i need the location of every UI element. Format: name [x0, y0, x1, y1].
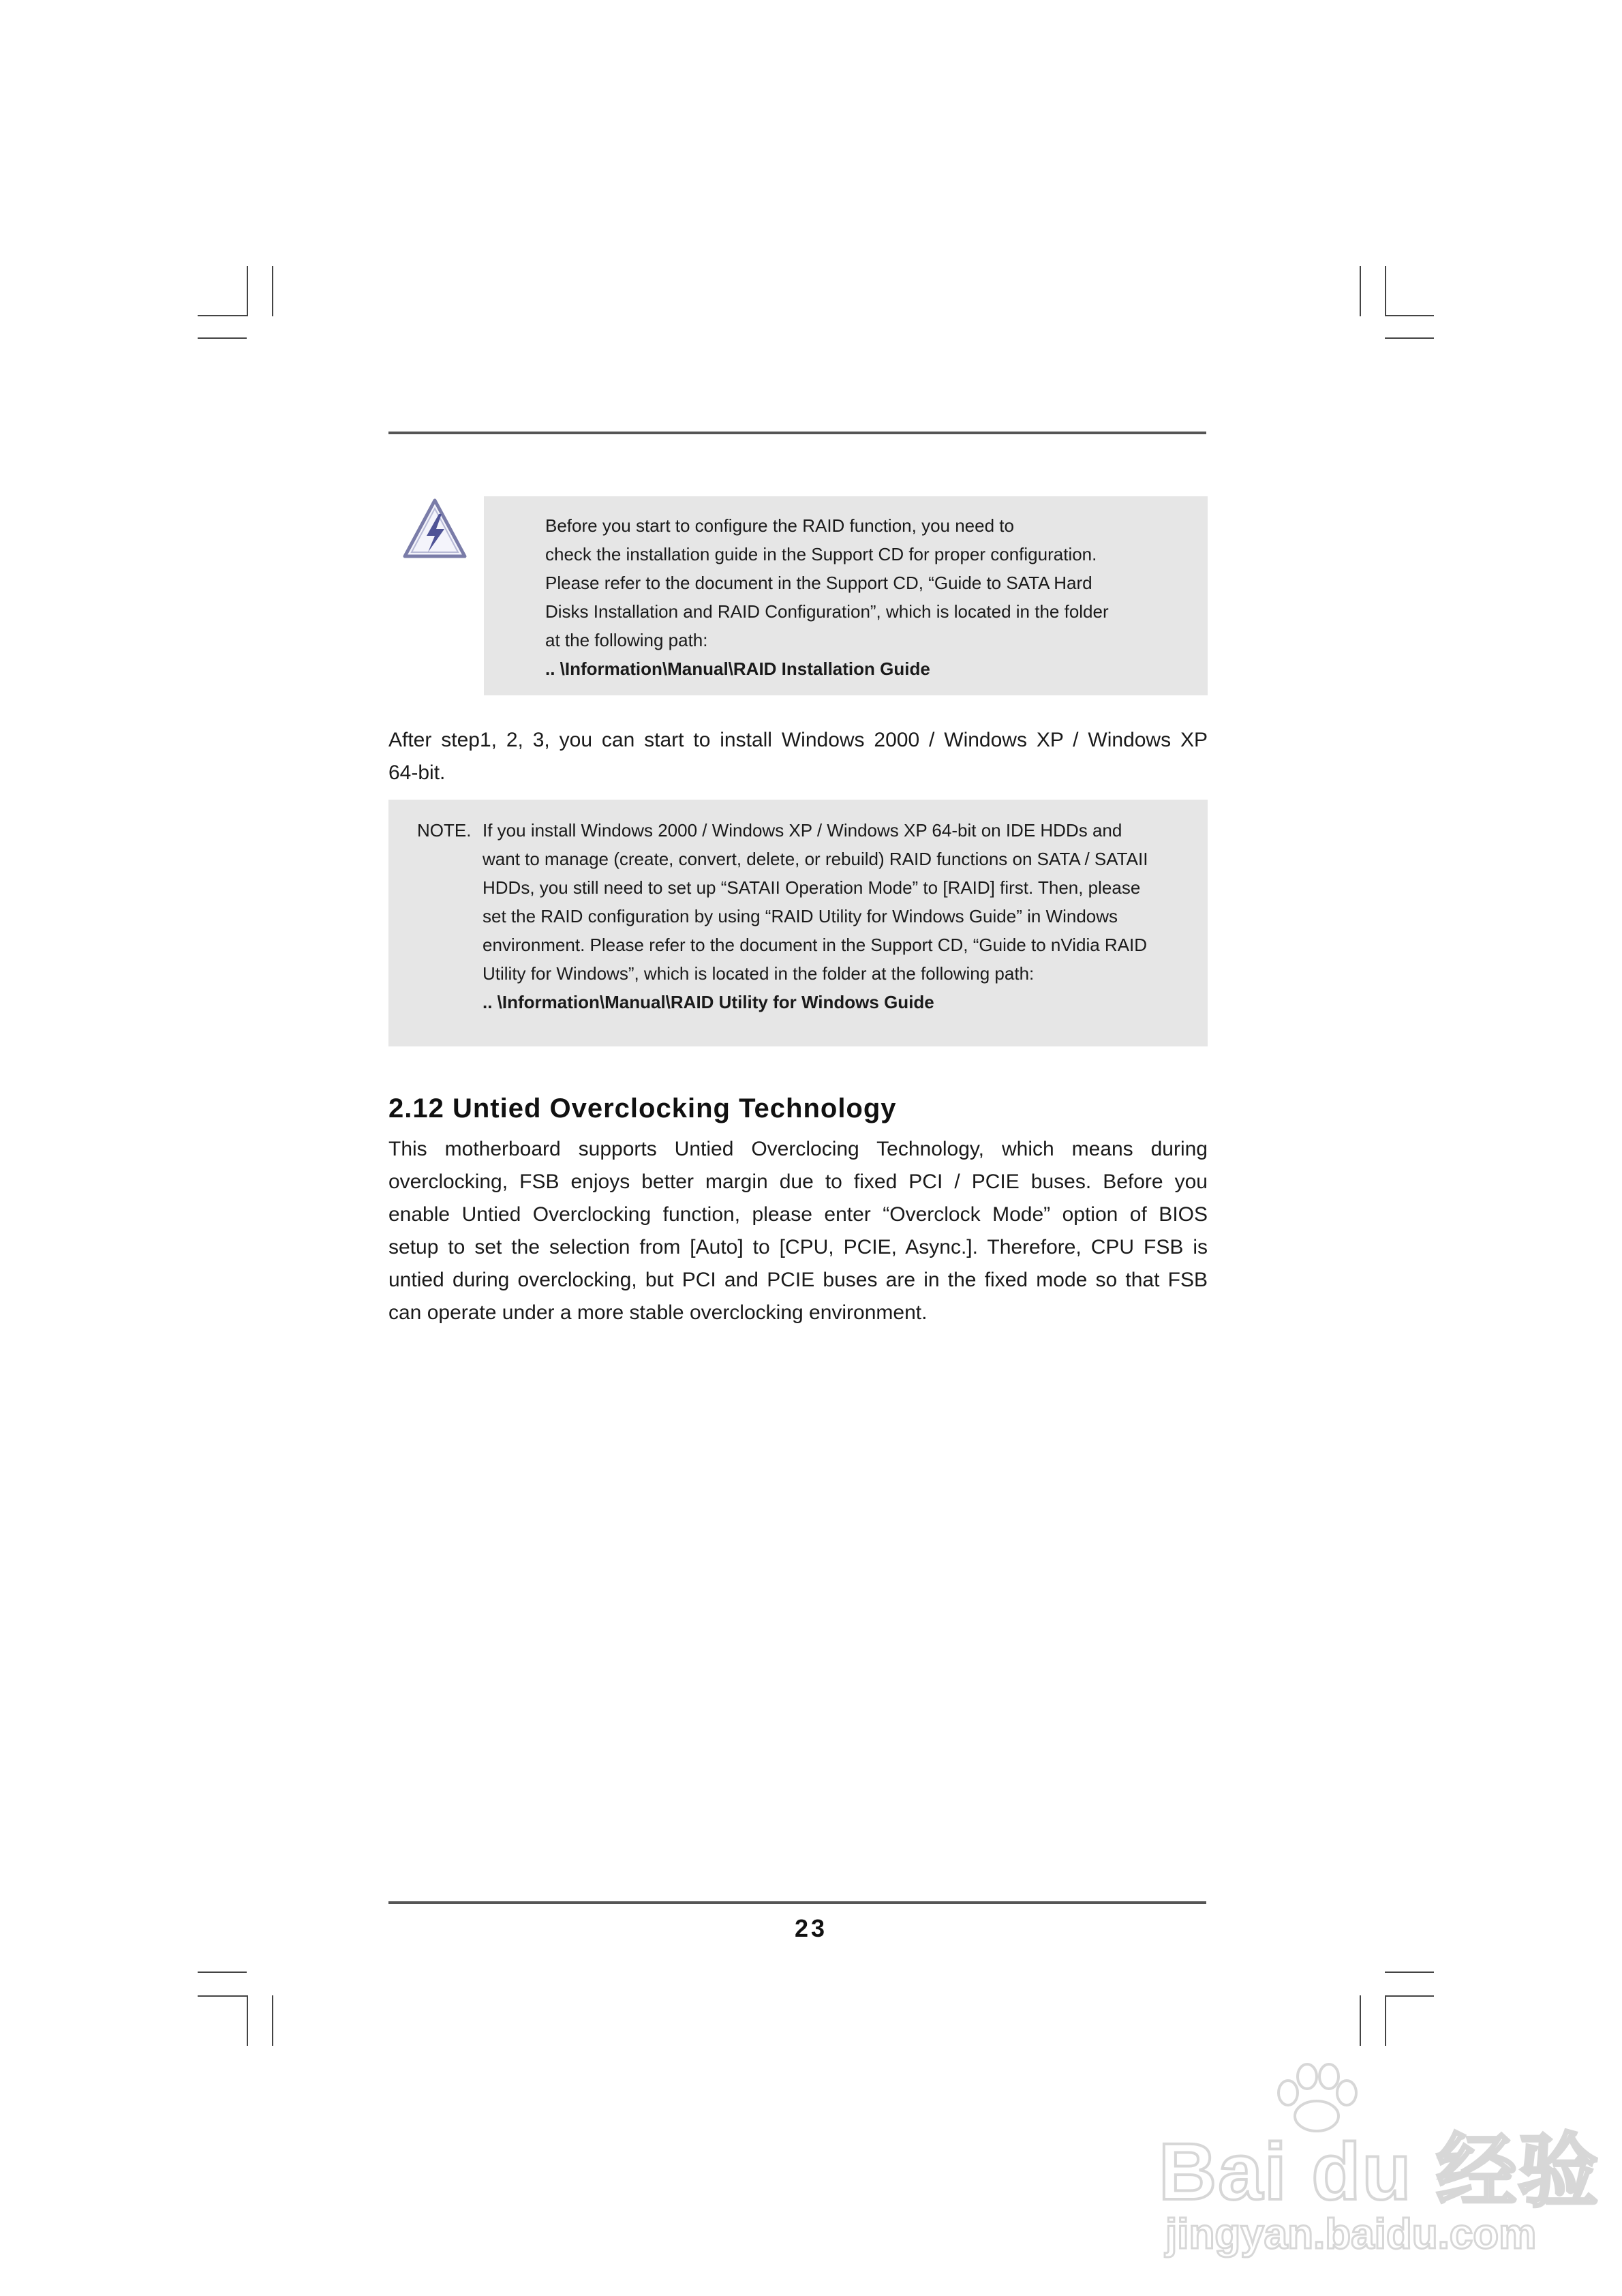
note-line: want to manage (create, convert, delete, or rebuild) RAID functions on SATA / SATAII	[483, 849, 1148, 869]
crop-mark	[1385, 337, 1434, 339]
intro-line: After step1, 2, 3, you can start to install Windows 2000 / Windows XP / Windows XP	[388, 729, 1208, 751]
watermark-url: jingyan.baidu.com	[1165, 2211, 1537, 2258]
page-number: 23	[794, 1914, 828, 1942]
note-line: Utility for Windows”, which is located in the folder at the following path:	[483, 963, 1035, 984]
footer-rule	[388, 1901, 1206, 1904]
section-title: 2.12 Untied Overclocking Technology	[388, 1093, 897, 1123]
baidu-jingyan-watermark	[1159, 2059, 1600, 2263]
note-lines	[483, 816, 1148, 1016]
body-line: enable Untied Overclocking function, please enter “Overclock Mode” option of BIOS	[388, 1203, 1208, 1226]
crop-mark	[272, 1995, 273, 2046]
warning-line: at the following path:	[545, 630, 708, 650]
warning-path: .. \Information\Manual\RAID Installation Guide	[545, 659, 930, 679]
warning-triangle-lightning-icon	[401, 496, 469, 562]
crop-mark	[1385, 315, 1434, 316]
body-line: untied during overclocking, but PCI and PCIE buses are in the fixed mode so that FSB	[388, 1269, 1208, 1291]
crop-mark	[198, 1972, 247, 1973]
body-line: can operate under a more stable overclocking environment.	[388, 1301, 928, 1324]
intro-line: 64-bit.	[388, 761, 446, 784]
crop-mark	[1385, 1972, 1434, 1973]
note-line: If you install Windows 2000 / Windows XP / Windows XP 64-bit on IDE HDDs and	[483, 820, 1122, 841]
crop-mark	[198, 337, 247, 339]
crop-mark	[1360, 266, 1361, 316]
note-path: .. \Information\Manual\RAID Utility for Windows Guide	[483, 992, 934, 1012]
crop-mark	[247, 1995, 248, 2046]
crop-mark	[1360, 1995, 1361, 2046]
crop-mark	[1385, 1995, 1386, 2046]
note-line: set the RAID configuration by using “RAID Utility for Windows Guide” in Windows	[483, 906, 1118, 926]
crop-mark	[272, 266, 273, 316]
crop-mark	[247, 266, 248, 316]
body-line: setup to set the selection from [Auto] to [CPU, PCIE, Async.]. Therefore, CPU FSB is	[388, 1236, 1208, 1258]
warning-line: Disks Installation and RAID Configuration”, which is located in the folder	[545, 601, 1109, 622]
crop-mark	[1385, 1995, 1434, 1997]
watermark-brand: Bai du 经验	[1159, 2127, 1600, 2217]
body-line: overclocking, FSB enjoys better margin due to fixed PCI / PCIE buses. Before you	[388, 1170, 1208, 1193]
install-intro-paragraph	[388, 724, 1208, 789]
section-body	[388, 1133, 1208, 1329]
warning-line: Before you start to configure the RAID function, you need to	[545, 515, 1014, 536]
note-line: environment. Please refer to the document in the Support CD, “Guide to nVidia RAID	[483, 935, 1148, 955]
body-line: This motherboard supports Untied Overclocing Technology, which means during	[388, 1138, 1208, 1160]
note-line: HDDs, you still need to set up “SATAII Operation Mode” to [RAID] first. Then, please	[483, 877, 1141, 898]
crop-mark	[1385, 266, 1386, 316]
note-label: NOTE.	[417, 820, 472, 841]
warning-line: Please refer to the document in the Support CD, “Guide to SATA Hard	[545, 573, 1092, 593]
raid-warning-box	[484, 496, 1208, 695]
crop-mark	[198, 315, 247, 316]
crop-mark	[198, 1995, 247, 1997]
warning-line: check the installation guide in the Support CD for proper configuration.	[545, 544, 1097, 564]
raid-note-box	[388, 800, 1208, 1046]
header-rule	[388, 432, 1206, 434]
